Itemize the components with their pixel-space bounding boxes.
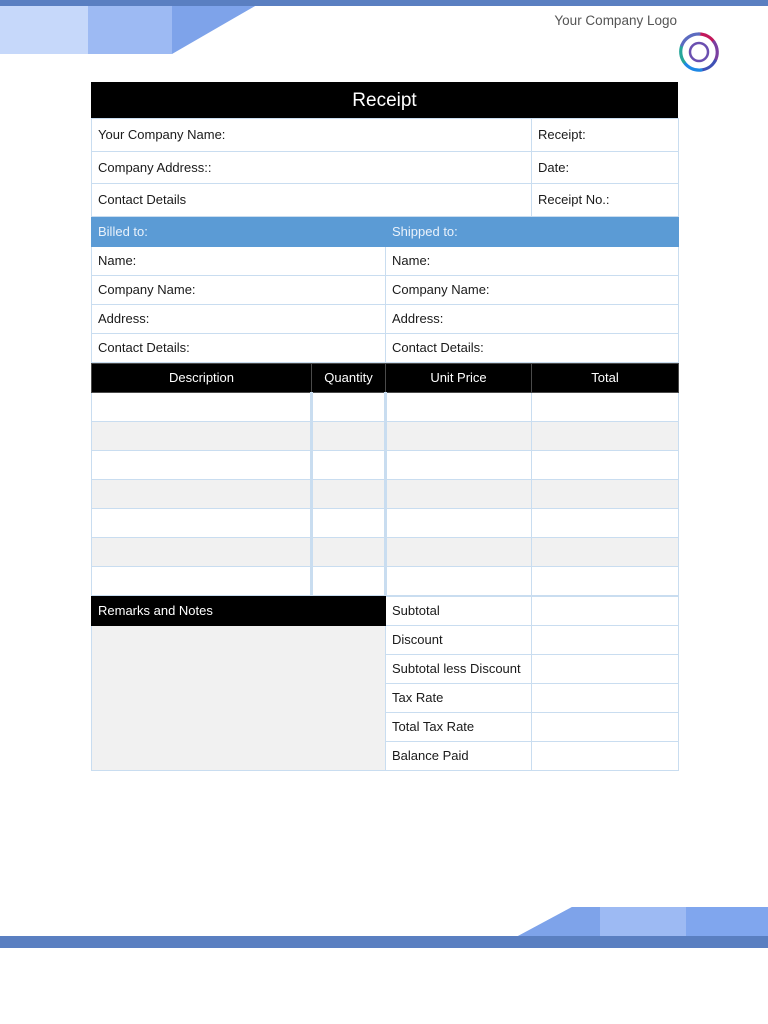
remarks-heading: Remarks and Notes	[92, 596, 386, 625]
quantity-cell[interactable]	[312, 566, 386, 595]
unit-price-cell[interactable]	[386, 566, 532, 595]
discount-value-field[interactable]	[532, 625, 679, 654]
billing-shipping-table	[91, 217, 679, 363]
unit-price-cell[interactable]	[386, 450, 532, 479]
receipt-field[interactable]: Receipt:	[532, 119, 679, 152]
quantity-cell[interactable]	[312, 450, 386, 479]
party-row	[92, 333, 679, 362]
line-items-header	[92, 363, 679, 392]
header-decoration	[0, 0, 300, 56]
quantity-cell[interactable]	[312, 508, 386, 537]
total-cell[interactable]	[532, 566, 679, 595]
quantity-cell[interactable]	[312, 392, 386, 421]
total-cell[interactable]	[532, 392, 679, 421]
billed-name-field[interactable]: Name:	[92, 246, 386, 275]
unit-price-cell[interactable]	[386, 421, 532, 450]
description-cell[interactable]	[92, 479, 312, 508]
party-row	[92, 275, 679, 304]
quantity-cell[interactable]	[312, 479, 386, 508]
receipt-title: Receipt	[91, 82, 678, 118]
summary-row	[92, 596, 679, 625]
table-row	[92, 566, 679, 595]
unit-price-cell[interactable]	[386, 508, 532, 537]
description-cell[interactable]	[92, 566, 312, 595]
date-field[interactable]: Date:	[532, 151, 679, 184]
company-logo-text: Your Company Logo	[554, 13, 677, 28]
subtotal-label: Subtotal	[386, 596, 532, 625]
table-row	[92, 421, 679, 450]
billed-to-heading: Billed to:	[92, 217, 386, 246]
table-row	[92, 479, 679, 508]
receipt-sheet	[91, 82, 678, 771]
description-column-header: Description	[92, 363, 312, 392]
party-row	[92, 246, 679, 275]
billed-address-field[interactable]: Address:	[92, 304, 386, 333]
description-cell[interactable]	[92, 537, 312, 566]
tax-rate-label: Tax Rate	[386, 683, 532, 712]
total-cell[interactable]	[532, 421, 679, 450]
company-info-table	[91, 118, 679, 217]
description-cell[interactable]	[92, 450, 312, 479]
description-cell[interactable]	[92, 421, 312, 450]
company-name-field[interactable]: Your Company Name:	[92, 119, 532, 152]
total-cell[interactable]	[532, 508, 679, 537]
billed-company-field[interactable]: Company Name:	[92, 275, 386, 304]
footer-decoration	[0, 900, 768, 936]
tax-rate-value-field[interactable]	[532, 683, 679, 712]
quantity-column-header: Quantity	[312, 363, 386, 392]
party-row	[92, 304, 679, 333]
table-row	[92, 508, 679, 537]
shipped-company-field[interactable]: Company Name:	[386, 275, 679, 304]
total-cell[interactable]	[532, 479, 679, 508]
total-cell[interactable]	[532, 537, 679, 566]
shipped-address-field[interactable]: Address:	[386, 304, 679, 333]
company-logo-icon	[674, 27, 724, 77]
quantity-cell[interactable]	[312, 421, 386, 450]
subtotal-value-field[interactable]	[532, 596, 679, 625]
bottom-accent-band	[0, 936, 768, 948]
balance-paid-label: Balance Paid	[386, 741, 532, 770]
table-row	[92, 450, 679, 479]
table-row	[92, 392, 679, 421]
party-header-row	[92, 217, 679, 246]
total-tax-rate-value-field[interactable]	[532, 712, 679, 741]
quantity-cell[interactable]	[312, 537, 386, 566]
subtotal-less-discount-value-field[interactable]	[532, 654, 679, 683]
unit-price-column-header: Unit Price	[386, 363, 532, 392]
info-row	[92, 119, 679, 152]
discount-label: Discount	[386, 625, 532, 654]
unit-price-cell[interactable]	[386, 537, 532, 566]
total-column-header: Total	[532, 363, 679, 392]
subtotal-less-discount-label: Subtotal less Discount	[386, 654, 532, 683]
summary-table	[91, 596, 679, 771]
remarks-text-area[interactable]	[92, 625, 386, 770]
total-cell[interactable]	[532, 450, 679, 479]
total-tax-rate-label: Total Tax Rate	[386, 712, 532, 741]
unit-price-cell[interactable]	[386, 479, 532, 508]
receipt-number-field[interactable]: Receipt No.:	[532, 184, 679, 217]
shipped-name-field[interactable]: Name:	[386, 246, 679, 275]
description-cell[interactable]	[92, 508, 312, 537]
shipped-contact-field[interactable]: Contact Details:	[386, 333, 679, 362]
description-cell[interactable]	[92, 392, 312, 421]
summary-row	[92, 625, 679, 654]
info-row	[92, 184, 679, 217]
info-row	[92, 151, 679, 184]
company-address-field[interactable]: Company Address::	[92, 151, 532, 184]
balance-paid-value-field[interactable]	[532, 741, 679, 770]
billed-contact-field[interactable]: Contact Details:	[92, 333, 386, 362]
line-items-table	[91, 363, 679, 596]
shipped-to-heading: Shipped to:	[386, 217, 679, 246]
contact-details-field[interactable]: Contact Details	[92, 184, 532, 217]
table-row	[92, 537, 679, 566]
line-items-body	[92, 392, 679, 595]
unit-price-cell[interactable]	[386, 392, 532, 421]
